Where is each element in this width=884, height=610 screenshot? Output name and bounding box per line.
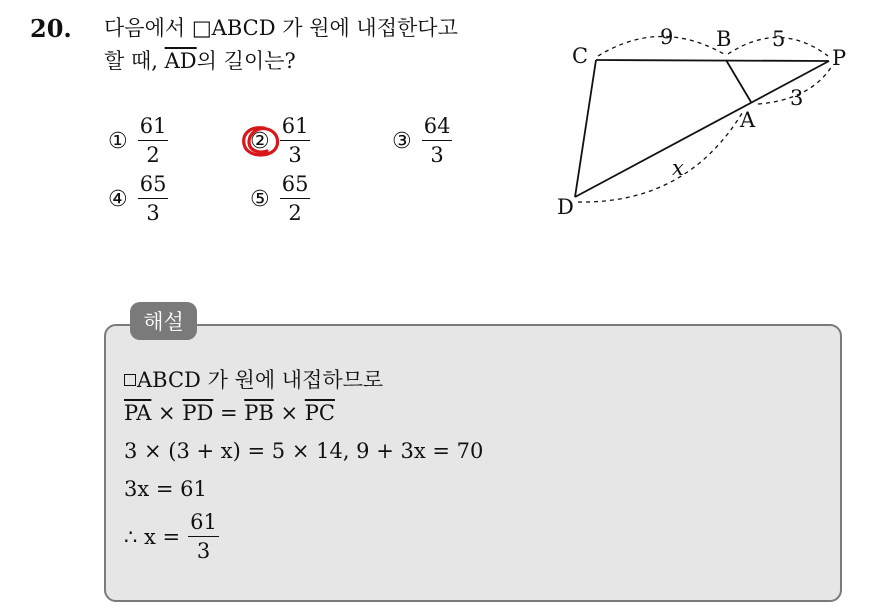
- length-bp: 5: [772, 27, 786, 51]
- label-c: C: [572, 44, 589, 68]
- segment-ad: $\overline{AD}$: [164, 49, 197, 73]
- stem-line-2: [104, 45, 458, 78]
- numerator: 61: [280, 116, 311, 141]
- numerator: 65: [138, 174, 169, 199]
- solution-line-2: $\overline{PA} \times \overline{PD} = \overline{PB} \times \overline{PC}$: [124, 401, 335, 425]
- square-symbol: [124, 374, 136, 386]
- solution-line-1: [124, 364, 383, 394]
- label-p: P: [832, 46, 847, 70]
- choice-number: ②: [250, 128, 270, 154]
- label-d: D: [557, 195, 574, 219]
- choice-4[interactable]: [108, 174, 168, 224]
- choice-fraction: [280, 116, 311, 166]
- solution-tab: 해설: [130, 302, 197, 340]
- numerator: 61: [188, 512, 219, 537]
- geometry-figure: [548, 14, 864, 224]
- choice-number: ④: [108, 186, 128, 212]
- stem-prefix: 할 때,: [104, 49, 165, 73]
- choice-number: ⑤: [250, 186, 270, 212]
- line-cp: [596, 60, 829, 61]
- choice-number: ①: [108, 128, 128, 154]
- denominator: 3: [196, 539, 211, 563]
- label-b: B: [716, 27, 732, 51]
- segment-pc: $\overline{PC}$: [304, 401, 335, 425]
- numerator: 64: [422, 116, 453, 141]
- question-number: 20.: [30, 14, 72, 43]
- choice-fraction: [138, 116, 169, 166]
- solution-text-1: ABCD 가 원에 내접하므로: [137, 368, 384, 392]
- answer-fraction: [188, 512, 219, 562]
- solution-line-4: 3x = 61: [124, 477, 207, 501]
- choice-fraction: [138, 174, 169, 224]
- length-cb: 9: [660, 25, 674, 49]
- line-dp: [575, 61, 829, 197]
- length-ap: 3: [790, 86, 804, 110]
- denominator: 2: [288, 201, 302, 225]
- answer-mark-circle: [240, 124, 284, 160]
- line-cd: [575, 60, 596, 197]
- denominator: 3: [146, 201, 160, 225]
- numerator: 61: [138, 116, 169, 141]
- stem-line-1: 다음에서 □ABCD 가 원에 내접한다고: [104, 16, 458, 40]
- denominator: 2: [146, 143, 160, 167]
- solution-line-5: [124, 512, 219, 562]
- solution-line-3: 3 × (3 + x) = 5 × 14, 9 + 3x = 70: [124, 439, 484, 463]
- question-stem: [104, 12, 458, 78]
- therefore-text: ∴ x =: [124, 525, 181, 549]
- numerator: 65: [280, 174, 311, 199]
- line-ba: [726, 60, 751, 102]
- length-da: x: [672, 156, 684, 180]
- choice-fraction: [280, 174, 311, 224]
- choice-5[interactable]: [250, 174, 310, 224]
- denominator: 3: [288, 143, 302, 167]
- segment-pb: $\overline{PB}$: [244, 401, 274, 425]
- segment-pd: $\overline{PD}$: [182, 401, 214, 425]
- stem-suffix: 의 길이는?: [196, 49, 296, 73]
- denominator: 3: [430, 143, 444, 167]
- choice-3[interactable]: [392, 116, 452, 166]
- choice-number: ③: [392, 128, 412, 154]
- arc-da: [578, 110, 744, 202]
- choice-fraction: [422, 116, 453, 166]
- choice-1[interactable]: [108, 116, 168, 166]
- label-a: A: [740, 108, 756, 132]
- segment-pa: $\overline{PA}$: [124, 401, 152, 425]
